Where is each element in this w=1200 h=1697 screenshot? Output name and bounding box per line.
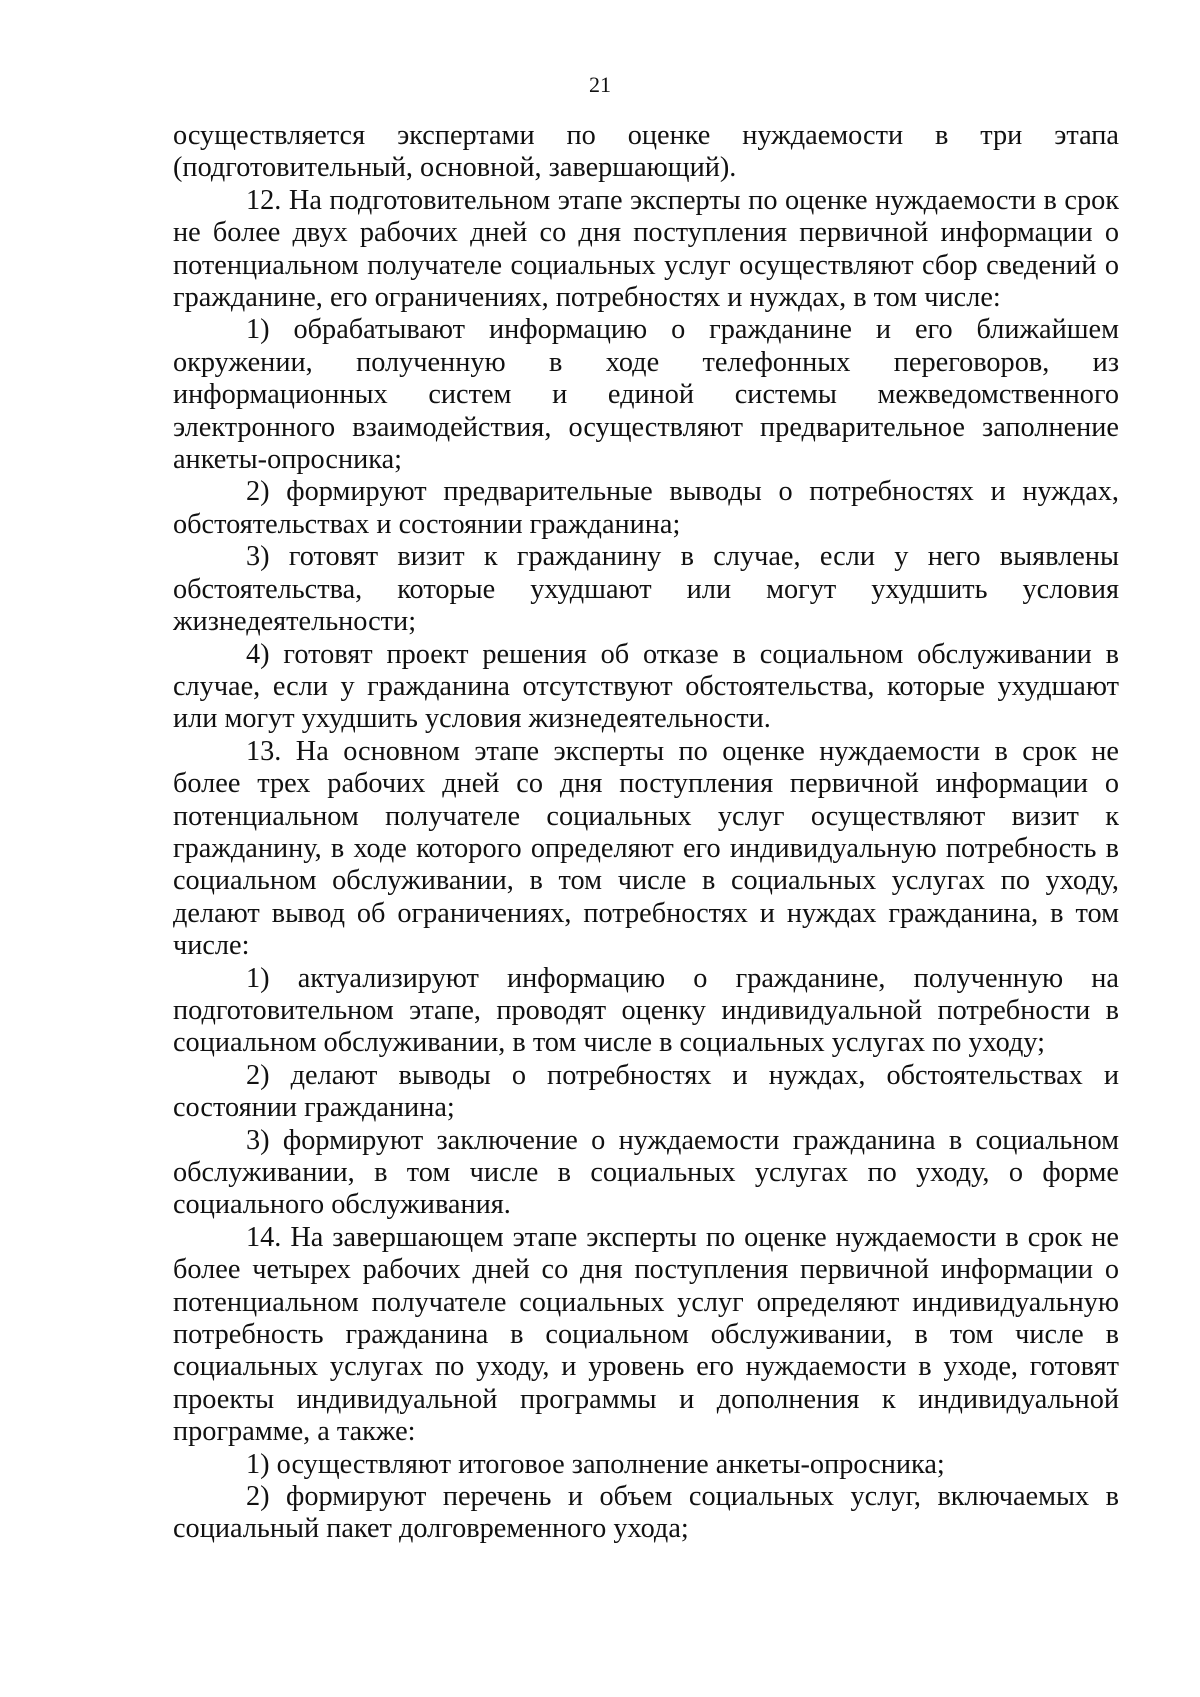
paragraph-12-item-2: 2) формируют предварительные выводы о потребностях и нуждах, обстоятельствах и состоянии гражданина; bbox=[173, 476, 1119, 540]
paragraph-12-item-3: 3) готовят визит к гражданину в случае, если у него выявлены обстоятельства, которые ухудшают или могут ухудшить условия жизнедеятельности; bbox=[173, 541, 1119, 638]
paragraph-12: 12. На подготовительном этапе эксперты по оценке нуждаемости в срок не более двух рабочих дней со дня поступления первичной информации о потенциальном получателе социальных услуг осуществляют сбор сведений о гражданине, его ограничениях, потребностях и нуждах, в том числе: bbox=[173, 184, 1119, 314]
paragraph-13-item-3: 3) формируют заключение о нуждаемости гражданина в социальном обслуживании, в том числе в социальных услугах по уходу, о форме социального обслуживания. bbox=[173, 1124, 1119, 1221]
paragraph-13-item-1: 1) актуализируют информацию о гражданине, полученную на подготовительном этапе, проводят оценку индивидуальной потребности в социальном обслуживании, в том числе в социальных услугах по уходу; bbox=[173, 962, 1119, 1059]
paragraph-continuation: осуществляется экспертами по оценке нуждаемости в три этапа (подготовительный, основной, завершающий). bbox=[173, 120, 1119, 184]
paragraph-14-item-2: 2) формируют перечень и объем социальных услуг, включаемых в социальный пакет долговременного ухода; bbox=[173, 1481, 1119, 1545]
paragraph-14-item-1: 1) осуществляют итоговое заполнение анкеты-опросника; bbox=[246, 1448, 945, 1480]
paragraph-14: 14. На завершающем этапе эксперты по оценке нуждаемости в срок не более четырех рабочих дней со дня поступления первичной информации о потенциальном получателе социальных услуг определяют индивидуальную потребность гражданина в социальном обслуживании, в том числе в социальных услугах по уходу, и уровень его нуждаемости в уходе, готовят проекты индивидуальной программы и дополнения к индивидуальной программе, а также: bbox=[173, 1221, 1119, 1448]
paragraph-12-item-1: 1) обрабатывают информацию о гражданине и его ближайшем окружении, полученную в ходе телефонных переговоров, из информационных систем и единой системы межведомственного электронного взаимодействия, осуществляют предварительное заполнение анкеты-опросника; bbox=[173, 314, 1119, 476]
paragraph-13-item-2: 2) делают выводы о потребностях и нуждах, обстоятельствах и состоянии гражданина; bbox=[173, 1059, 1119, 1124]
page-number: 21 bbox=[589, 72, 611, 97]
paragraph-12-item-4: 4) готовят проект решения об отказе в социальном обслуживании в случае, если у гражданина отсутствуют обстоятельства, которые ухудшают или могут ухудшить условия жизнедеятельности. bbox=[173, 638, 1119, 735]
document-body bbox=[173, 120, 1119, 1546]
paragraph-13: 13. На основном этапе эксперты по оценке нуждаемости в срок не более трех рабочих дней со дня поступления первичной информации о потенциальном получателе социальных услуг осуществляют визит к гражданину, в ходе которого определяют его индивидуальную потребность в социальном обслуживании, в том числе в социальных услугах по уходу, делают вывод об ограничениях, потребностях и нуждах гражданина, в том числе: bbox=[173, 735, 1119, 962]
